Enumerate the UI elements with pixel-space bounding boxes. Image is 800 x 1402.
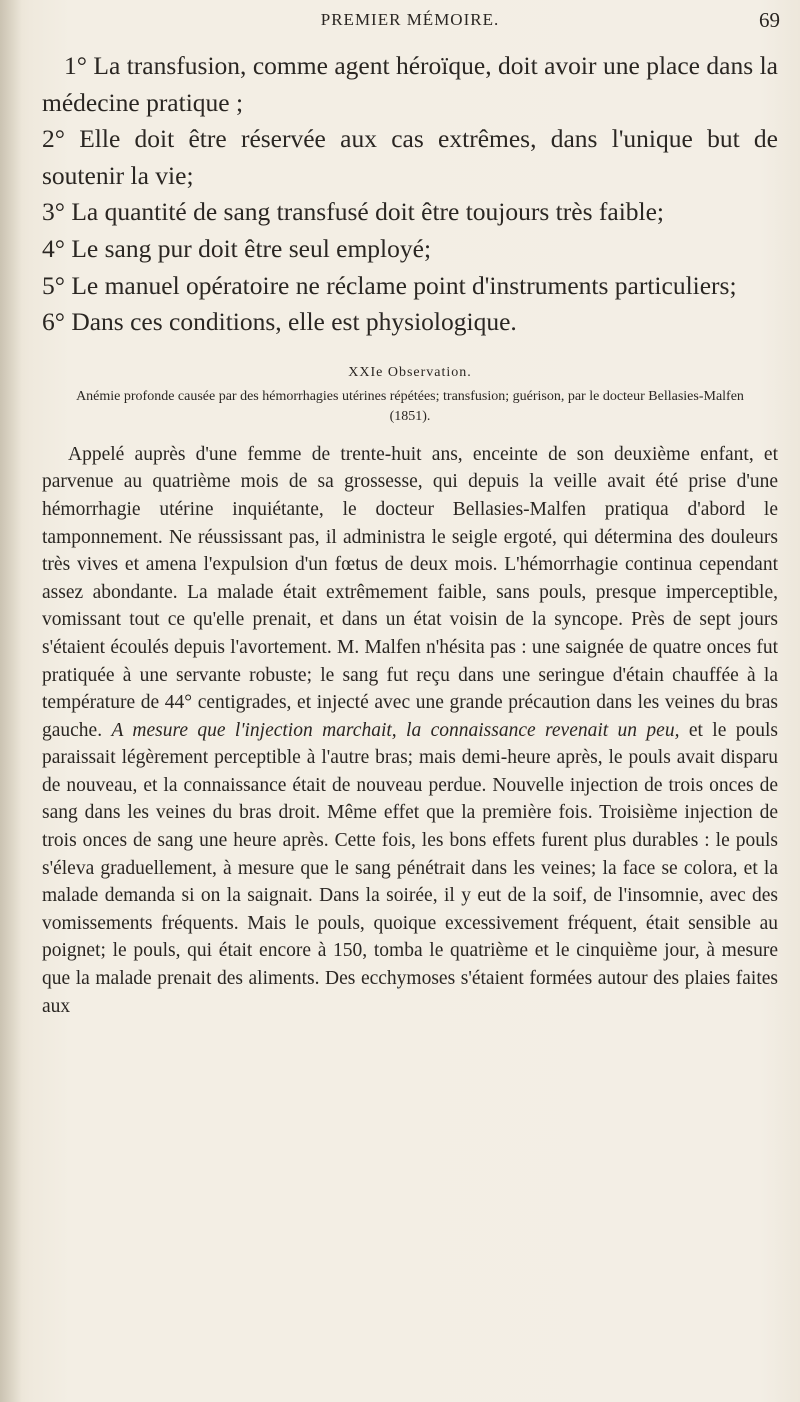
conclusion-item-6: 6° Dans ces conditions, elle est physiologique. [42, 307, 517, 337]
conclusion-item-5: 5° Le manuel opératoire ne réclame point d'instruments particuliers; [42, 270, 737, 300]
paragraph-part-1: Appelé auprès d'une femme de trente-huit ans, enceinte de son deuxième enfant, et parvenue au quatrième mois de sa grossesse, qui depuis la veille avait été prise d'une hémorrhagie utérine inquiétante, le docteur Bellasies-Malfen pratiqua d'abord le tamponnement. Ne réussissant pas, il administra le seigle ergoté, qui détermina des douleurs très vives et amena l'expulsion d'un fœtus de deux mois. L'hémorrhagie continua cependant assez abondante. La malade était extrêmement faible, sans pouls, presque imperceptible, vomissant tout ce qu'elle prenait, et dans un état voisin de la syncope. Près de sept jours s'étaient écoulés depuis l'avortement. M. Malfen n'hésita pas : une saignée de quatre onces fut pratiquée à une servante robuste; le sang fut reçu dans une seringue d'étain chauffée à la température de 44° centigrades, et injecté avec une grande précaution dans les veines du bras gauche. [42, 443, 778, 741]
conclusion-item-3: 3° La quantité de sang transfusé doit être toujours très faible; [42, 197, 665, 227]
conclusion-item-1: 1° La transfusion, comme agent héroïque, doit avoir une place dans la médecine pratique ; [42, 51, 778, 117]
paragraph-italic-phrase: A mesure que l'injection marchait, la connaissance revenait un peu, [111, 719, 680, 741]
running-title: PREMIER MÉMOIRE. [320, 10, 500, 29]
observation-paragraph [42, 441, 778, 1020]
conclusion-item-2: 2° Elle doit être réservée aux cas extrêmes, dans l'unique but de soutenir la vie; [42, 124, 778, 190]
observation-title: XXIe Observation. [348, 364, 472, 380]
page-content [42, 48, 778, 1020]
conclusion-item-4: 4° Le sang pur doit être seul employé; [42, 233, 432, 263]
spine-shadow [0, 0, 22, 1402]
observation-subtitle: Anémie profonde causée par des hémorrhagies utérines répétées; transfusion; guérison, par le docteur Bellasies-Malfen (1851). [76, 388, 744, 424]
page-header [40, 10, 780, 38]
paragraph-part-2: et le pouls paraissait légèrement perceptible à l'autre bras; mais demi-heure après, le pouls avait disparu de nouveau, et la connaissance était de nouveau perdue. Nouvelle injection de trois onces de sang dans les veines du bras droit. Même effet que la première fois. Troisième injection de trois onces de sang une heure après. Cette fois, les bons effets furent plus durables : le pouls s'éleva graduellement, à mesure que le sang pénétrait dans les veines; la face se colora, et la malade demanda si on la saignait. Dans la soirée, il y eut de la soif, de l'insomnie, avec des vomissements fréquents. Mais le pouls, quoique excessivement fréquent, était sensible au poignet; le pouls, qui était encore à 150, tomba le quatrième et le cinquième jour, à mesure que la malade prenait des aliments. Des ecchymoses s'étaient formées autour des plaies faites aux [42, 719, 778, 1017]
page-number: 69 [759, 8, 780, 32]
